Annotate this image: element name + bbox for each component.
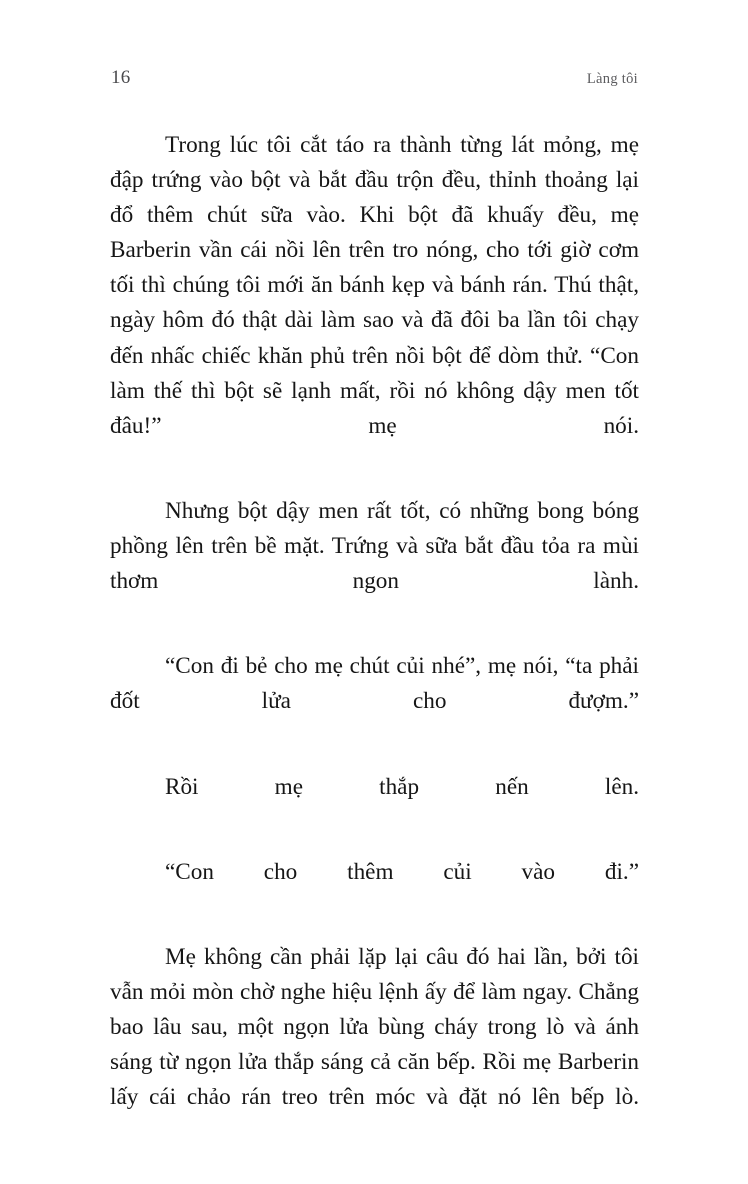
page-number: 16 xyxy=(111,67,131,88)
paragraph: Mẹ không cần phải lặp lại câu đó hai lần, bởi tôi vẫn mỏi mòn chờ nghe hiệu lệnh ấy để làm ngay. Chẳng bao lâu sau, một ngọn lửa bùng cháy trong lò và ánh sáng từ ngọn lửa thắp sáng cả căn bếp. Rồi mẹ Barberin lấy cái chảo rán treo trên móc và đặt nó lên bếp lò. xyxy=(110,943,639,1111)
running-head xyxy=(111,68,638,98)
paragraph: Rồi mẹ thắp nến lên. xyxy=(165,773,639,800)
running-title: Làng tôi xyxy=(586,71,638,87)
body-text-column xyxy=(110,128,639,1151)
paragraph: “Con cho thêm củi vào đi.” xyxy=(165,858,639,885)
paragraph: “Con đi bẻ cho mẹ chút củi nhé”, mẹ nói, “ta phải đốt lửa cho đượm.” xyxy=(110,653,639,715)
paragraph: Trong lúc tôi cắt táo ra thành từng lát mỏng, mẹ đập trứng vào bột và bắt đầu trộn đều, thỉnh thoảng lại đổ thêm chút sữa vào. Khi bột đã khuấy đều, mẹ Barberin vần cái nồi lên trên tro nóng, cho tới giờ cơm tối thì chúng tôi mới ăn bánh kẹp và bánh rán. Thú thật, ngày hôm đó thật dài làm sao và đã đôi ba lần tôi chạy đến nhấc chiếc khăn phủ trên nồi bột để dòm thử. “Con làm thế thì bột sẽ lạnh mất, rồi nó không dậy men tốt đâu!” mẹ nói. xyxy=(110,132,639,439)
paragraph: Nhưng bột dậy men rất tốt, có những bong bóng phồng lên trên bề mặt. Trứng và sữa bắt đầu tỏa ra mùi thơm ngon lành. xyxy=(110,497,639,595)
